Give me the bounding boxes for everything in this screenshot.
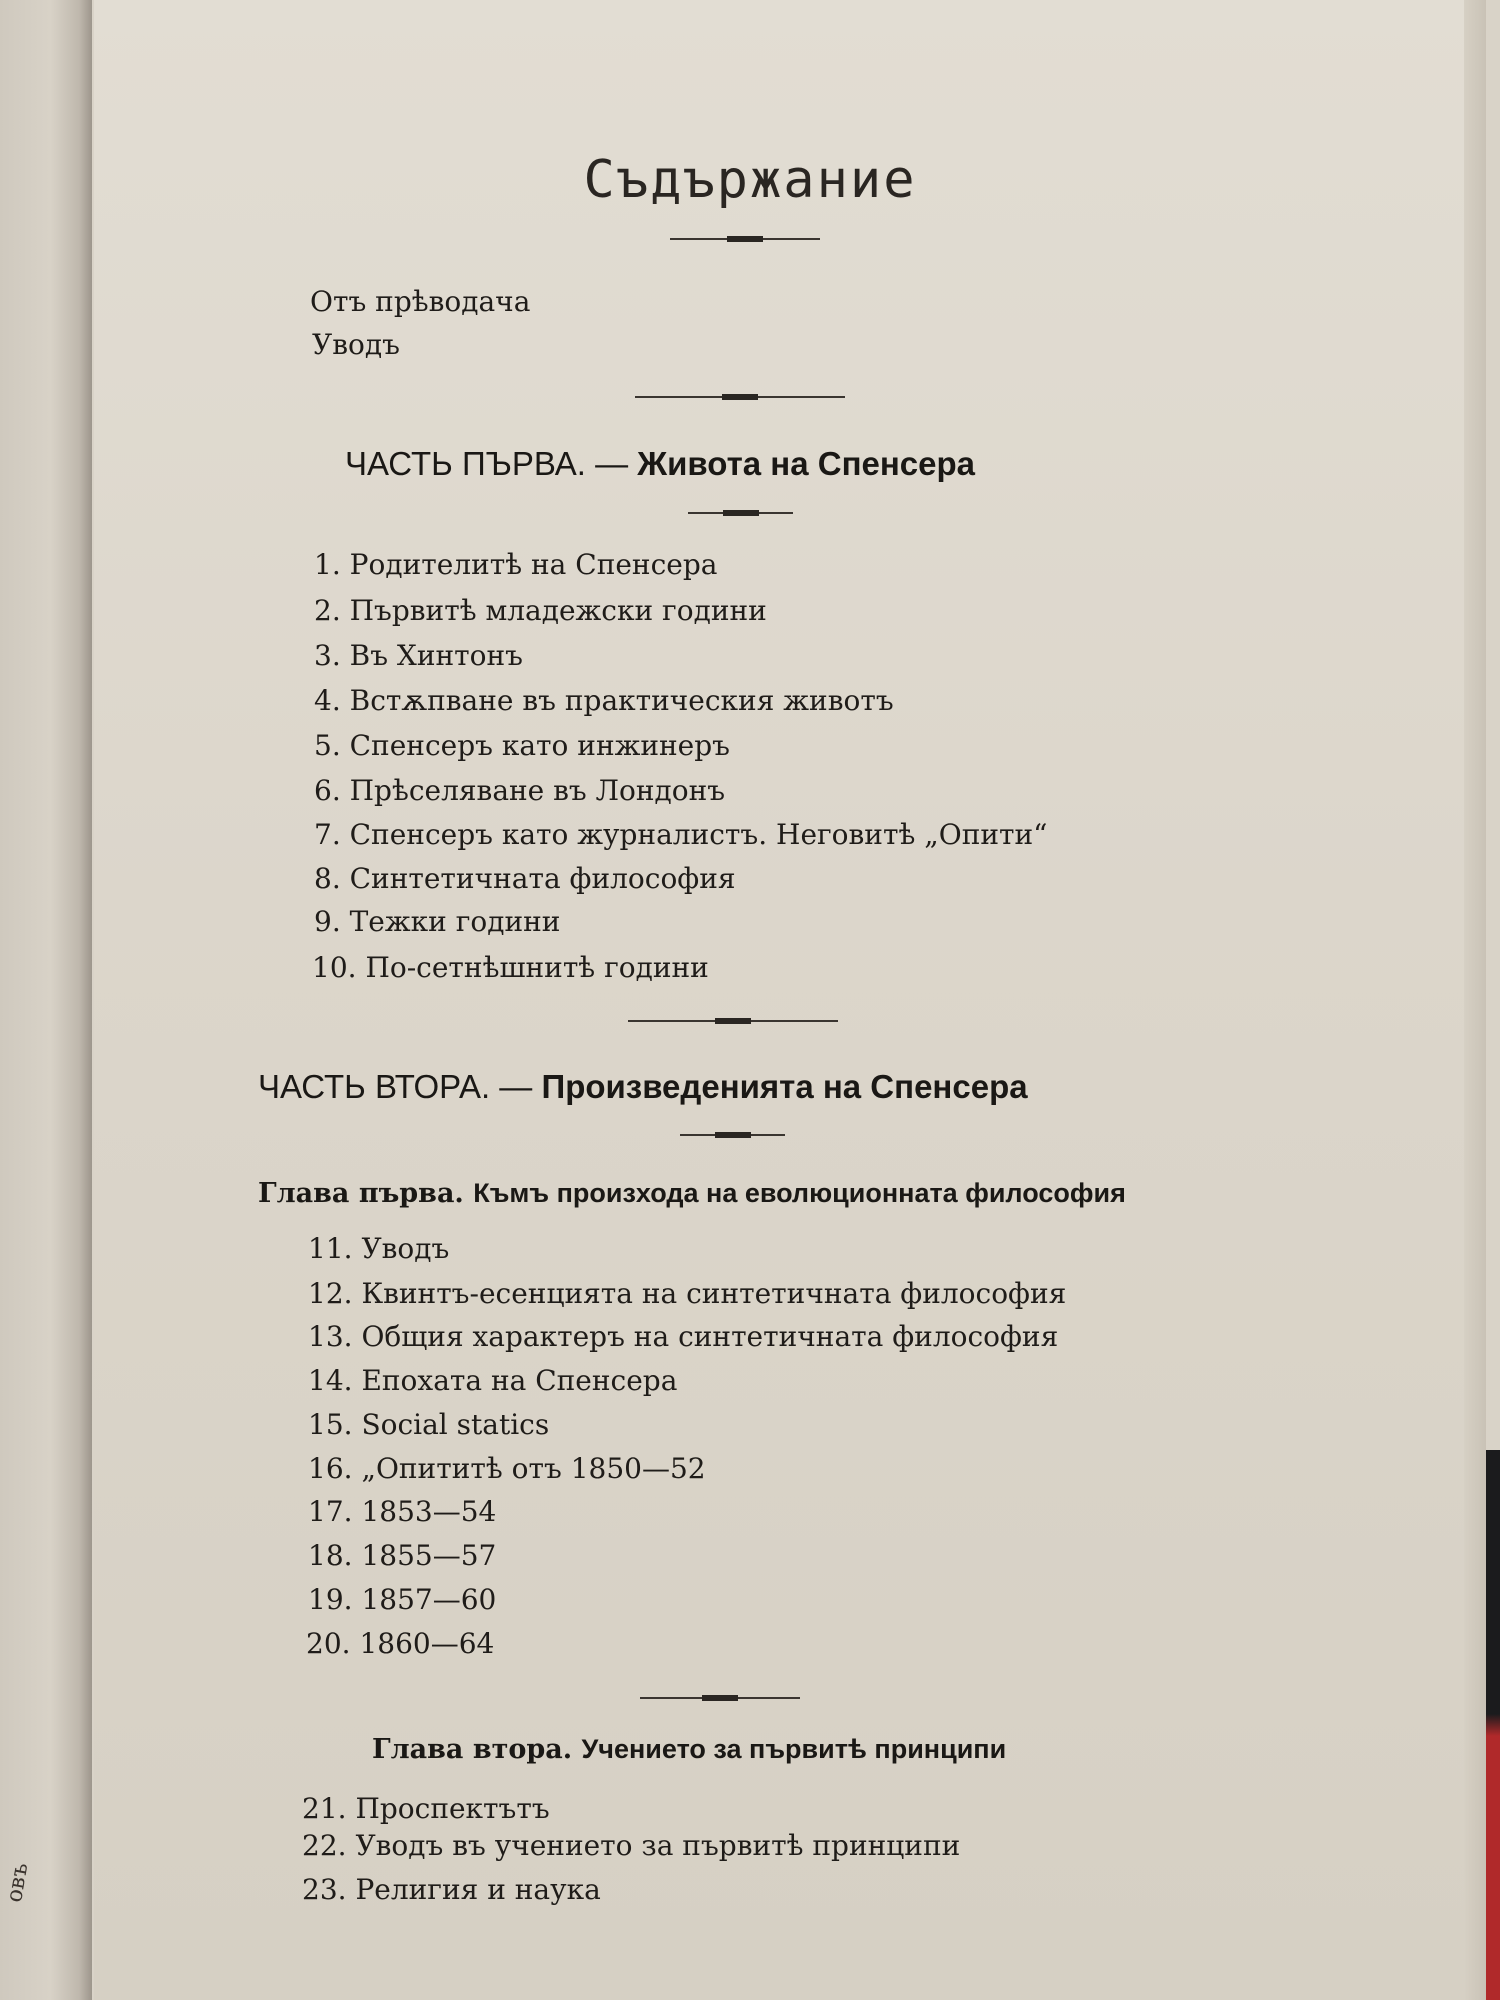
item-number: 14. xyxy=(308,1364,353,1397)
list-item xyxy=(314,548,717,581)
list-item xyxy=(314,862,736,895)
list-item xyxy=(308,1408,549,1441)
item-number: 8. xyxy=(314,862,341,895)
item-number: 2. xyxy=(314,594,341,627)
left-page-edge xyxy=(0,0,92,2000)
book-page xyxy=(94,0,1464,2000)
item-number: 23. xyxy=(302,1873,347,1906)
divider-rule xyxy=(688,512,793,514)
list-item xyxy=(308,1495,496,1528)
list-item xyxy=(314,729,730,762)
item-text: Епохата на Спенсера xyxy=(361,1364,678,1397)
item-text: 1860—64 xyxy=(359,1627,495,1660)
item-number: 19. xyxy=(308,1583,353,1616)
item-text: „Опититѣ отъ 1850—52 xyxy=(361,1452,706,1485)
list-item xyxy=(308,1232,449,1265)
item-number: 18. xyxy=(308,1539,353,1572)
page-title: Съдържание xyxy=(583,150,917,210)
item-number: 21. xyxy=(302,1792,347,1825)
background-strip xyxy=(1486,1450,1500,2000)
list-item xyxy=(314,905,560,938)
right-page-edge xyxy=(1464,0,1486,2000)
list-item xyxy=(314,774,725,807)
list-item xyxy=(308,1364,677,1397)
item-number: 6. xyxy=(314,774,341,807)
item-text: Общия характеръ на синтетичната философия xyxy=(361,1320,1059,1353)
item-text: Спенсеръ като журналистъ. Неговитѣ „Опити“ xyxy=(349,818,1048,851)
part-two-title: Произведенията на Спенсера xyxy=(541,1068,1028,1105)
item-text: Уводъ xyxy=(361,1232,450,1265)
item-text: Тежки години xyxy=(349,905,561,938)
item-text: Уводъ въ учението за първитѣ принципи xyxy=(355,1829,961,1862)
item-number: 20. xyxy=(306,1627,351,1660)
item-text: Синтетичната философия xyxy=(349,862,736,895)
item-text: Въ Хинтонъ xyxy=(349,639,523,672)
chapter-two-heading xyxy=(372,1734,1006,1765)
part-one-title: Живота на Спенсера xyxy=(637,445,975,482)
item-number: 7. xyxy=(314,818,341,851)
item-number: 13. xyxy=(308,1320,353,1353)
chapter-two-label: Глава втора. xyxy=(372,1734,573,1765)
item-number: 3. xyxy=(314,639,341,672)
list-item xyxy=(302,1829,960,1862)
front-matter-intro: Уводъ xyxy=(312,328,400,361)
item-number: 22. xyxy=(302,1829,347,1862)
divider-rule xyxy=(640,1697,800,1699)
list-item xyxy=(314,818,1048,851)
list-item xyxy=(314,684,894,717)
item-text: 1857—60 xyxy=(361,1583,497,1616)
item-number: 11. xyxy=(308,1232,353,1265)
item-number: 17. xyxy=(308,1495,353,1528)
list-item xyxy=(302,1792,550,1825)
list-item xyxy=(302,1873,601,1906)
item-text: Прѣселяване въ Лондонъ xyxy=(349,774,726,807)
list-item xyxy=(308,1583,496,1616)
item-text: Встѫпване въ практическия животъ xyxy=(349,684,894,717)
item-number: 10. xyxy=(312,951,357,984)
part-one-heading xyxy=(345,445,975,483)
item-number: 1. xyxy=(314,548,341,581)
item-number: 15. xyxy=(308,1408,353,1441)
chapter-two-title: Учението за първитѣ принципи xyxy=(581,1734,1007,1764)
item-text: По-сетнѣшнитѣ години xyxy=(365,951,709,984)
divider-rule xyxy=(635,396,845,398)
chapter-one-label: Глава първа. xyxy=(258,1178,464,1209)
list-item xyxy=(314,639,523,672)
item-number: 9. xyxy=(314,905,341,938)
item-text: 1855—57 xyxy=(361,1539,497,1572)
item-number: 5. xyxy=(314,729,341,762)
list-item xyxy=(306,1627,494,1660)
list-item xyxy=(308,1539,496,1572)
item-text: Родителитѣ на Спенсера xyxy=(349,548,718,581)
chapter-one-heading xyxy=(258,1178,1126,1209)
item-text: Религия и наука xyxy=(355,1873,601,1906)
divider-rule xyxy=(628,1020,838,1022)
item-text: Social statics xyxy=(361,1408,550,1441)
item-text: Първитѣ младежски години xyxy=(349,594,767,627)
part-two-label: ЧАСТЬ ВТОРА. — xyxy=(258,1068,533,1105)
divider-rule xyxy=(680,1134,785,1136)
item-text: Квинтъ-есенцията на синтетичната философия xyxy=(361,1277,1067,1310)
front-matter-translator: Отъ прѣводача xyxy=(310,285,531,318)
list-item xyxy=(308,1452,706,1485)
item-text: Проспектътъ xyxy=(355,1792,550,1825)
item-number: 4. xyxy=(314,684,341,717)
part-two-heading xyxy=(258,1068,1028,1106)
item-number: 12. xyxy=(308,1277,353,1310)
chapter-one-title: Къмъ произхода на еволюционната философия xyxy=(473,1178,1126,1208)
divider-rule xyxy=(670,238,820,240)
list-item xyxy=(308,1277,1066,1310)
item-number: 16. xyxy=(308,1452,353,1485)
list-item xyxy=(308,1320,1058,1353)
left-page-fragment: овъ xyxy=(2,1860,34,1905)
part-one-label: ЧАСТЬ ПЪРВА. — xyxy=(345,445,629,482)
list-item xyxy=(314,594,767,627)
item-text: Спенсеръ като инжинеръ xyxy=(349,729,730,762)
item-text: 1853—54 xyxy=(361,1495,497,1528)
list-item xyxy=(312,951,709,984)
